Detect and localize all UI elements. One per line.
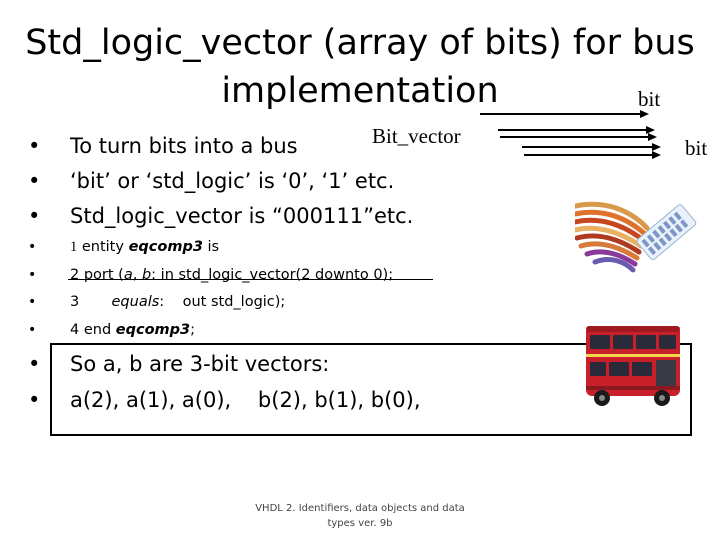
slide: Std_logic_vector (array of bits) for bus implementation bit Bit_vector bit • To turn bits into a bus • ‘bit’ or ‘std_logic’ is ‘0’, ‘1’ etc. • Std_logic_vector is “000111”etc. • 1 entity eqcomp3 is • 2 port (a, b: in std_logic_vector(2 downto 0); • 3 equals: out std_logic); • 4 end eqcomp3; • So a, b are 3-bit vectors: • a(2), a(1), a(0), b(2), b(1), b(0), VHDL 2. Identifiers, data objects and data types ver. 9b xyxy=(0,0,720,540)
ribbon-cable-image xyxy=(575,172,697,290)
line-number: 4 xyxy=(70,322,80,338)
strikethrough-line xyxy=(68,279,433,280)
footer-line2: types ver. 9b xyxy=(327,518,393,529)
bus-arrow-2-head xyxy=(648,133,657,141)
bullet-text: a(2), a(1), a(0), b(2), b(1), b(0), xyxy=(70,388,421,412)
bullet-marker: • xyxy=(28,204,41,228)
bullet-marker: • xyxy=(28,388,41,412)
bit-vector-label: Bit_vector xyxy=(372,124,461,148)
bit-label-right: bit xyxy=(685,136,708,160)
entity-name: eqcomp3 xyxy=(115,322,191,338)
bullet-marker: • xyxy=(28,294,37,310)
footer-line1: VHDL 2. Identifiers, data objects and data xyxy=(255,503,465,514)
bullet-marker: • xyxy=(28,352,41,376)
line-number: 1 xyxy=(70,239,78,255)
bullet-text: Std_logic_vector is “000111”etc. xyxy=(70,204,414,228)
slide-title-line2: implementation xyxy=(221,71,499,111)
bullet-marker: • xyxy=(28,239,37,255)
bullet-marker: • xyxy=(28,267,37,283)
bullet-text: ‘bit’ or ‘std_logic’ is ‘0’, ‘1’ etc. xyxy=(70,169,395,193)
double-decker-bus-image xyxy=(582,320,684,410)
slide-footer xyxy=(250,501,470,531)
bus-arrow-3 xyxy=(522,146,652,148)
line-number: 3 xyxy=(70,294,80,310)
bullet-marker: • xyxy=(28,169,41,193)
title-underline xyxy=(480,113,640,115)
slide-title-line1: Std_logic_vector (array of bits) for bus xyxy=(25,23,695,63)
bullet-marker: • xyxy=(28,134,41,158)
line-number: 2 xyxy=(70,267,80,283)
bus-arrow-3-head xyxy=(652,143,661,151)
bus-arrow-4-head xyxy=(652,151,661,159)
bus-arrow-1 xyxy=(498,129,646,131)
bus-arrow-4 xyxy=(524,154,652,156)
bullet-marker: • xyxy=(28,322,37,338)
bullet-text: To turn bits into a bus xyxy=(70,134,298,158)
entity-name: eqcomp3 xyxy=(128,239,203,255)
bullet-text: So a, b are 3-bit vectors: xyxy=(70,352,330,376)
bus-arrow-2 xyxy=(500,136,648,138)
bit-label-top: bit xyxy=(638,87,661,111)
